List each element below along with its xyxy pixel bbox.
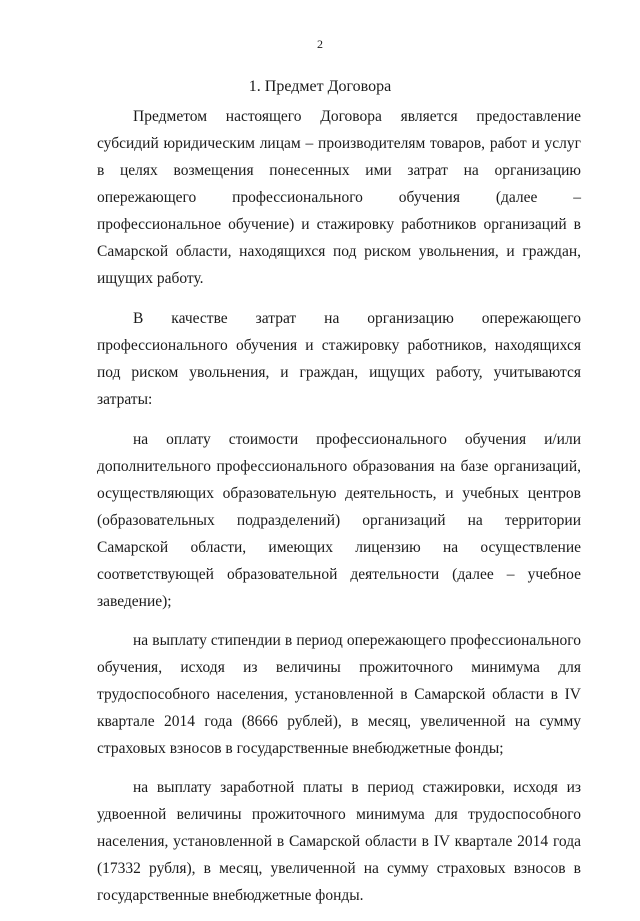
paragraph-subject: Предметом настоящего Договора является предоставление субсидий юридическим лицам – производителям товаров, работ и услуг в целях возмещения понесенных ими затрат на организацию опережающего профессионального обучения (далее – профессиональное обучение) и стажировку работников организаций в Самарской области, находящихся под риском увольнения, и граждан, ищущих работу.: [97, 108, 581, 287]
paragraph-cost-training: на оплату стоимости профессионального обучения и/или дополнительного профессионального образования на базе организаций, осуществляющих образовательную деятельность, и учебных центров (образовательных подразделений) организаций на территории Самарской области, имеющих лицензию на осуществление соответствующей образовательной деятельности (далее – учебное заведение);: [97, 431, 581, 610]
document-body: [97, 103, 581, 921]
paragraph-cost-salary: на выплату заработной платы в период стажировки, исходя из удвоенной величины прожиточного минимума для трудоспособного населения, установленной в Самарской области в IV квартале 2014 года (17332 рубля), в месяц, увеличенной на сумму страховых взносов в государственные внебюджетные фонды.: [97, 779, 581, 904]
paragraph-cost-stipend: на выплату стипендии в период опережающего профессионального обучения, исходя из величины прожиточного минимума для трудоспособного населения, установленной в Самарской области в IV квартале 2014 года (8666 рублей), в месяц, увеличенной на сумму страховых взносов в государственные внебюджетные фонды;: [97, 632, 581, 757]
page-number: 2: [317, 37, 323, 51]
section-title: 1. Предмет Договора: [248, 78, 392, 95]
paragraph-costs-intro: В качестве затрат на организацию опережающего профессионального обучения и стажировку работников, находящихся под риском увольнения, и граждан, ищущих работу, учитываются затраты:: [97, 310, 581, 408]
